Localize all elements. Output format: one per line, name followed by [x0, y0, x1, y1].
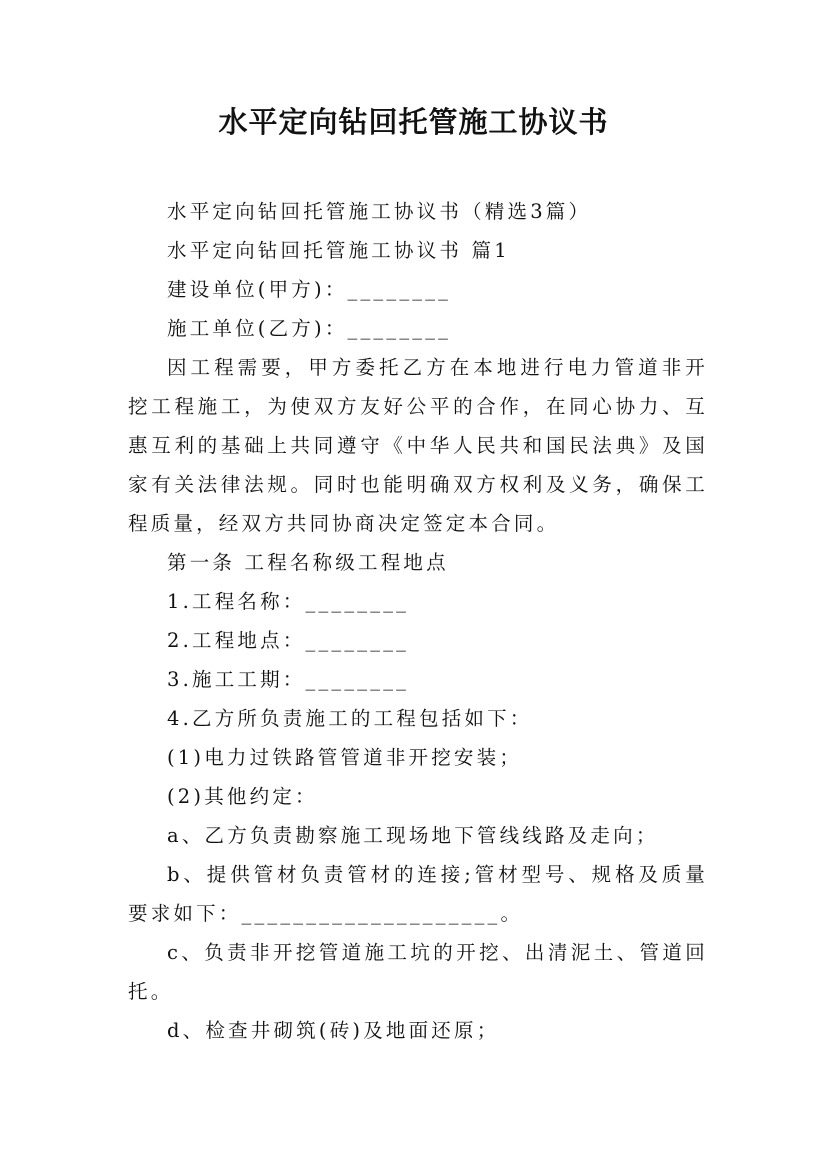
- scope-item-2: (2)其他约定：: [167, 785, 318, 808]
- construction-period-line: 3.施工工期：________: [167, 668, 410, 691]
- project-name-line: 1.工程名称：________: [167, 590, 410, 613]
- scope-heading: 4.乙方所负责施工的工程包括如下：: [167, 707, 533, 730]
- document-body: [128, 192, 708, 1050]
- document-title: 水平定向钻回托管施工协议书: [218, 105, 609, 139]
- intro-paragraph: 因工程需要，甲方委托乙方在本地进行电力管道非开挖工程施工，为使双方友好公平的合作，在同心协力、互惠互利的基础上共同遵守《中华人民共和国民法典》及国家有关法律法规。同时也能明确双方权利及义务，确保工程质量，经双方共同协商决定签定本合同。: [128, 356, 708, 535]
- section-heading: 水平定向钻回托管施工协议书 篇1: [167, 239, 510, 262]
- clause-d: d、检查井砌筑(砖)及地面还原；: [167, 1019, 500, 1042]
- subtitle-paragraph: 水平定向钻回托管施工协议书（精选3篇）: [167, 200, 592, 223]
- clause-a: a、乙方负责勘察施工现场地下管线线路及走向；: [167, 824, 659, 847]
- party-a-line: 建设单位(甲方)：________: [167, 278, 452, 301]
- scope-item-1: (1)电力过铁路管管道非开挖安装；: [167, 746, 523, 769]
- clause-c: c、负责非开挖管道施工坑的开挖、出清泥土、管道回托。: [128, 941, 708, 1003]
- article-one-heading: 第一条 工程名称级工程地点: [167, 551, 449, 574]
- party-b-line: 施工单位(乙方)：________: [167, 317, 452, 340]
- project-location-line: 2.工程地点：________: [167, 629, 410, 652]
- clause-b: b、提供管材负责管材的连接;管材型号、规格及质量要求如下：____________________。: [128, 863, 708, 925]
